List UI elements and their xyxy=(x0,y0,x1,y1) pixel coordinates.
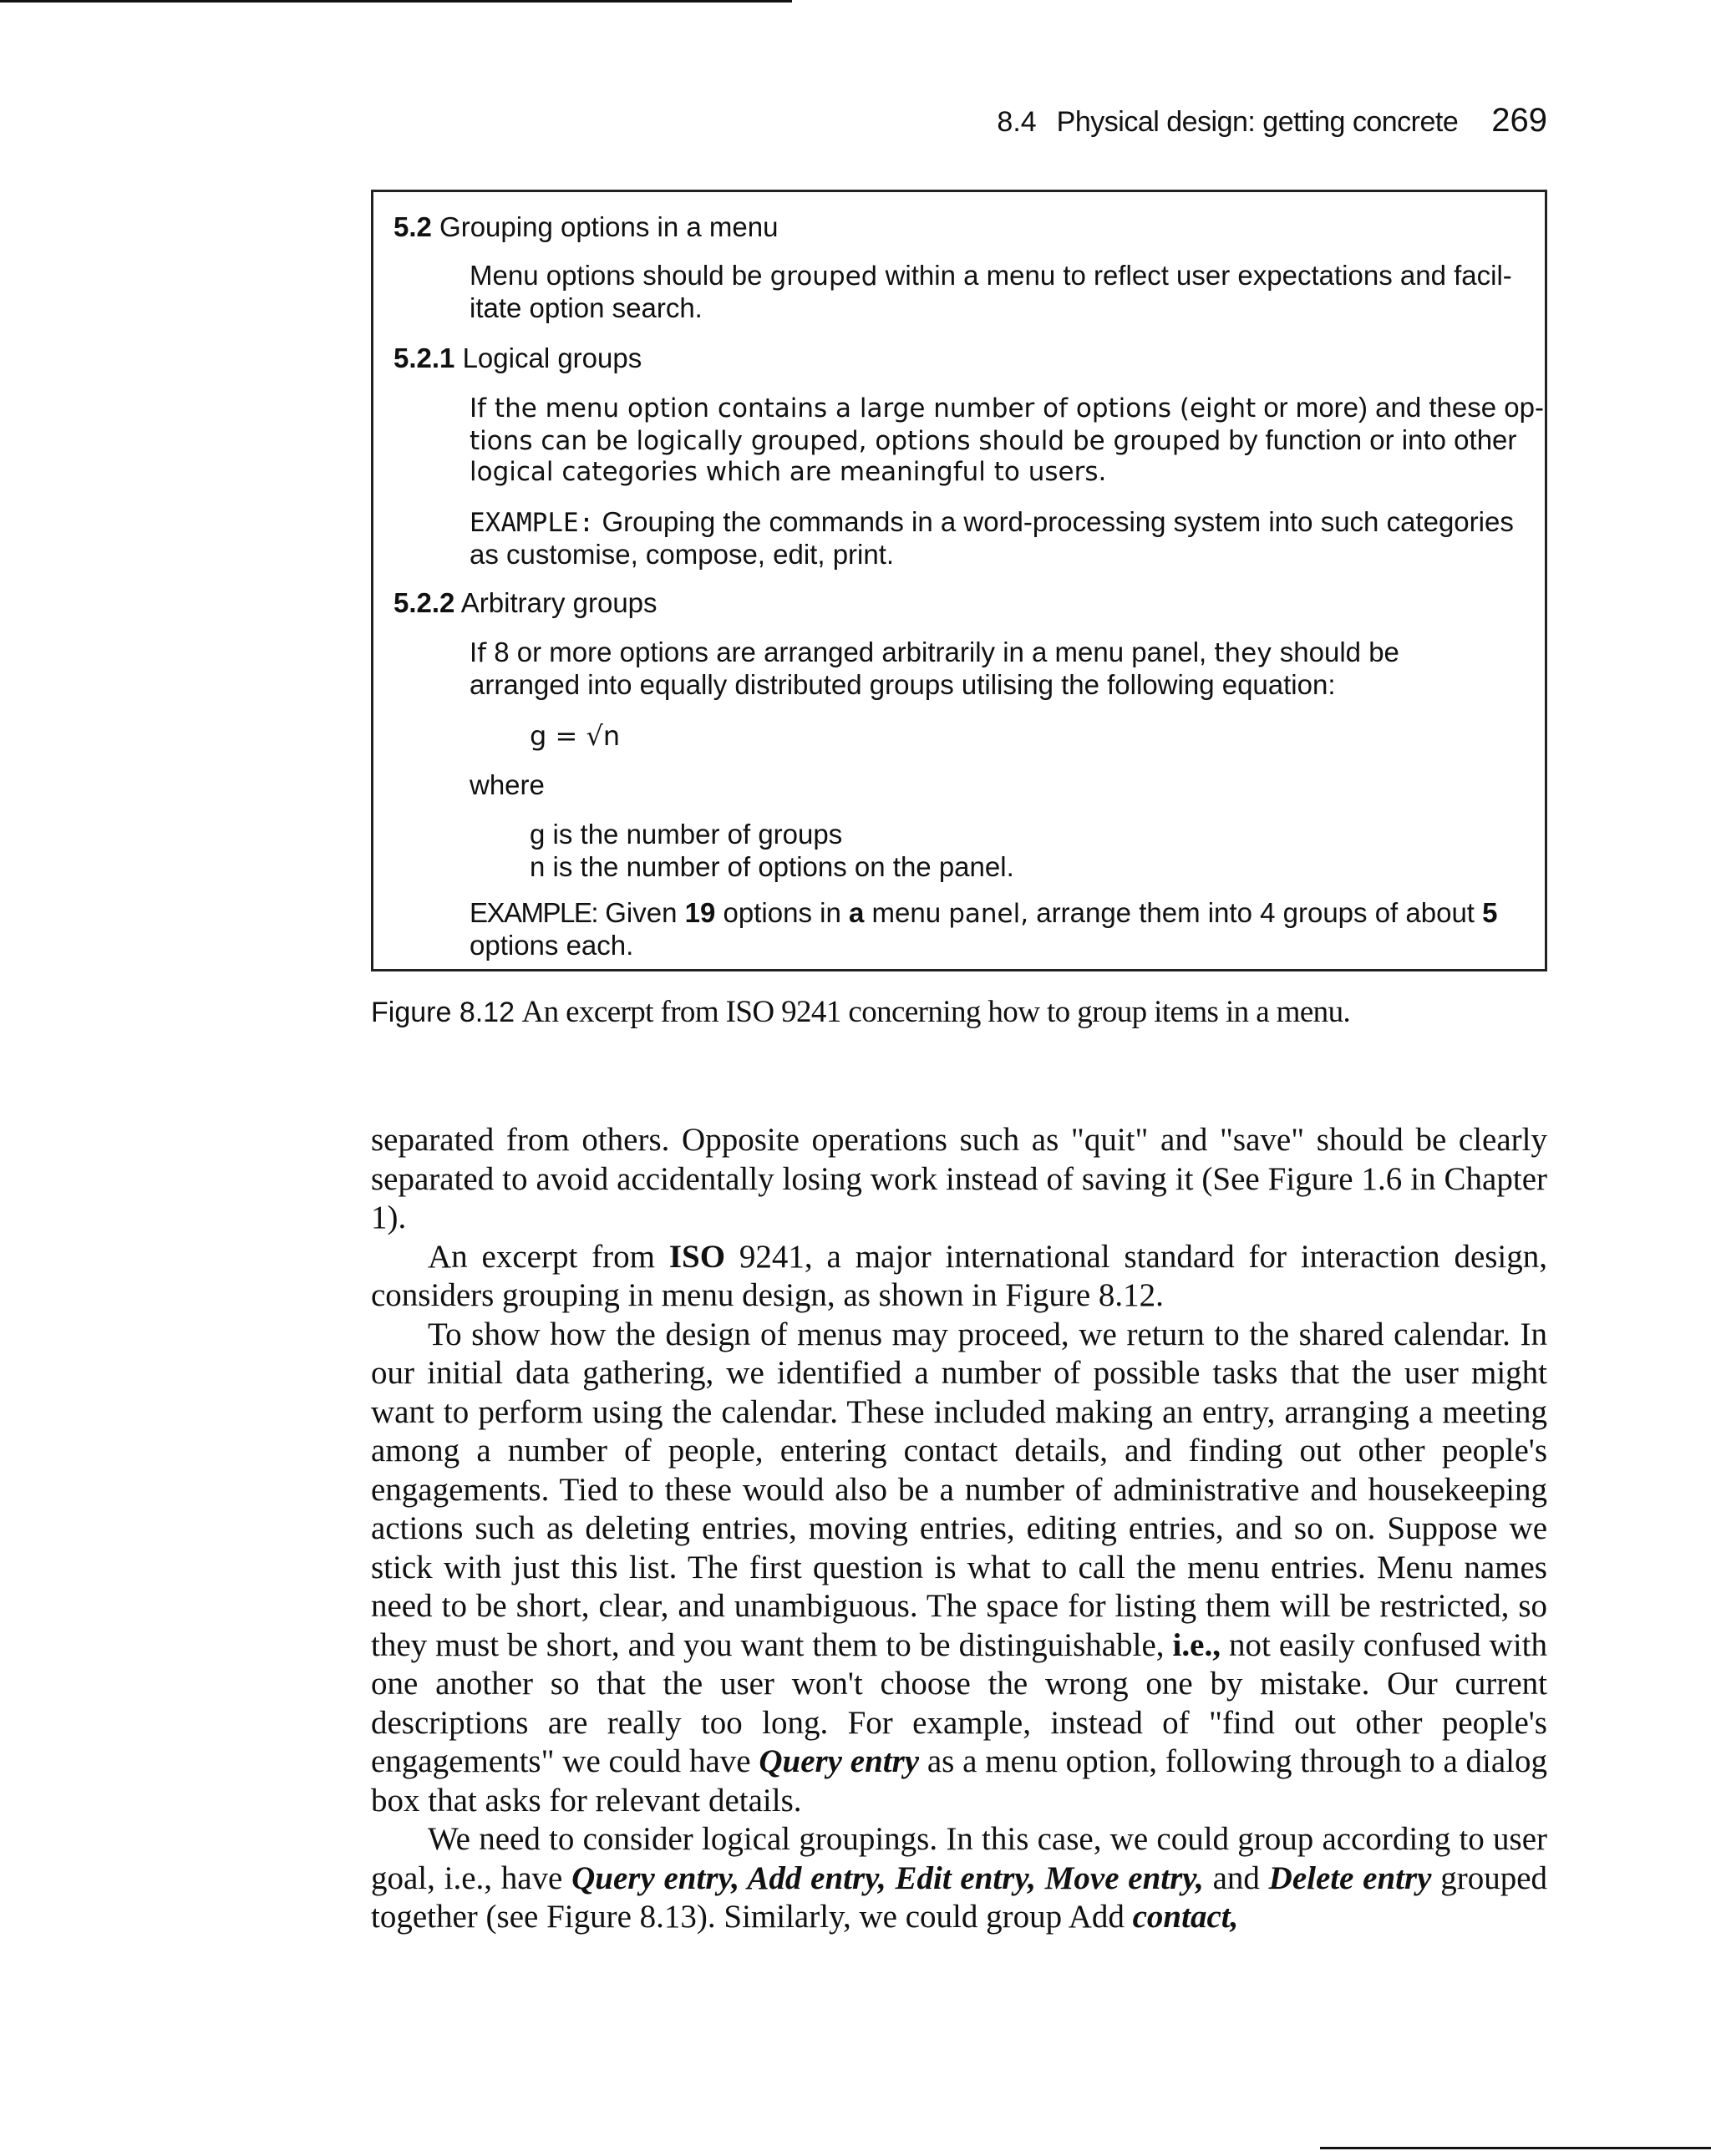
body-text xyxy=(371,1121,1547,1937)
s1-text-b: grouped xyxy=(769,261,878,292)
s2-heading xyxy=(393,342,642,374)
s1-text-line1 xyxy=(470,259,1512,293)
p4-contact: contact, xyxy=(1132,1899,1239,1935)
s2-line2 xyxy=(470,424,1516,458)
page-number: 269 xyxy=(1491,102,1547,139)
s3-l1a: If xyxy=(470,638,487,668)
def-n-var: n xyxy=(530,851,546,882)
s2-l2b: by function or into other xyxy=(1228,424,1517,455)
p3-a: To show how the design of menus may proceed, we return to the shared calendar. In our initial data gathering, we identified a number of possible tasks that the user might want to perform using the calendar. These included making an entry, arranging a meeting among a number of people, entering contact details, and finding out other people's engagements. Tied to these would also be a number of administrative and housekeeping actions such as deleting entries, moving entries, editing entries, and so on. Suppose we stick with just this list. The first question is what to call the menu entries. Menu names need to be short, clear, and unambiguous. The space for listing them will be restricted, so they must be short, and you want them to be distinguishable, xyxy=(371,1316,1547,1663)
s2-example-line1 xyxy=(470,505,1514,540)
top-rule xyxy=(0,0,792,3)
s3-l1b: 8 or more options are arranged arbitrarily in a menu panel, xyxy=(494,637,1207,667)
ex2-line2: options each. xyxy=(470,930,634,961)
def-g xyxy=(530,818,842,850)
s2-l2a: tions can be logically grouped, options should be grouped xyxy=(470,426,1221,456)
p2-a: An excerpt from xyxy=(428,1238,655,1275)
s3-l1c: they xyxy=(1214,638,1272,668)
s2-example-l1: Grouping the commands in a word-processing system into such categories xyxy=(602,506,1514,537)
s1-heading xyxy=(393,211,778,243)
s2-line3: logical categories which are meaningful to users. xyxy=(470,457,1107,487)
s2-example-line2: as customise, compose, edit, print. xyxy=(470,539,895,570)
ex2-h: 5 xyxy=(1482,897,1498,928)
s2-title: Logical groups xyxy=(462,342,642,373)
iso-excerpt-box xyxy=(371,190,1547,971)
ex2-b: 19 xyxy=(684,897,716,928)
ex2-line1 xyxy=(470,896,1498,931)
s1-title: Grouping options in a menu xyxy=(439,211,779,242)
ex2-d: a xyxy=(848,897,865,928)
p4-menu-entries: Query entry, Add entry, Edit entry, Move entry, xyxy=(571,1859,1204,1896)
p4-and: and xyxy=(1212,1859,1260,1896)
p3-query-entry: Query entry xyxy=(759,1743,920,1779)
bottom-rule xyxy=(1320,2147,1711,2149)
ex2-g: arrange them into 4 groups of about xyxy=(1036,897,1475,928)
section-title: Physical design: getting concrete xyxy=(1056,106,1459,138)
p4-delete-entry: Delete entry xyxy=(1268,1859,1432,1896)
s3-heading xyxy=(393,586,657,619)
def-n xyxy=(530,850,1014,883)
p4-a: We need to consider logical groupings. In this case, we could group according to user goal, i.e., have xyxy=(371,1821,1547,1896)
caption-text: An excerpt from ISO 9241 concerning how to group items in a menu. xyxy=(521,995,1351,1029)
ex2-c: options in xyxy=(723,897,841,928)
ex2-e: menu xyxy=(871,897,942,928)
s2-l1b: or more) and these op- xyxy=(1263,392,1544,423)
def-n-text: is the number of options on the panel. xyxy=(552,851,1014,882)
p4-b: grouped together (see Figure 8.13). Similarly, we could group Add xyxy=(371,1859,1548,1935)
caption-label: Figure 8.12 xyxy=(371,997,515,1028)
paragraph-2 xyxy=(371,1238,1547,1316)
ex2-a: Given xyxy=(605,897,678,928)
s3-num: 5.2.2 xyxy=(393,587,455,618)
paragraph-3 xyxy=(371,1316,1547,1821)
section-number: 8.4 xyxy=(997,106,1037,138)
s2-l1a: If the menu option contains a large number of options (eight xyxy=(470,393,1257,424)
s1-text-a: Menu options should be xyxy=(470,260,763,291)
s3-line1 xyxy=(470,636,1399,670)
paragraph-4 xyxy=(371,1820,1547,1937)
s1-num: 5.2 xyxy=(393,211,432,242)
def-g-text: is the number of groups xyxy=(552,819,843,850)
p3-ie: i.e., xyxy=(1172,1626,1221,1663)
paragraph-1: separated from others. Opposite operations such as "quit" and "save" should be clearly separated to avoid accidentally losing work instead of saving it (See Figure 1.6 in Chapter 1). xyxy=(371,1122,1547,1235)
ex2-f: panel, xyxy=(948,899,1029,929)
p2-iso: ISO xyxy=(668,1238,726,1275)
where-label: where xyxy=(470,769,545,800)
figure-caption xyxy=(371,994,1350,1030)
s1-text-c: within a menu to reflect user expectations and facil- xyxy=(885,260,1512,291)
s2-line1 xyxy=(470,391,1544,425)
def-g-var: g xyxy=(530,819,546,850)
s3-l1d: should be xyxy=(1279,637,1399,667)
ex2-label: EXAMPLE: xyxy=(470,897,598,928)
running-header xyxy=(997,102,1547,140)
s1-text-line2: itate option search. xyxy=(470,292,703,323)
p3-b: not easily confused with one another so that the user won't choose the wrong one by mistake. Our current descriptions are really too long. For example, instead of "find out other people's engagements" we could have xyxy=(371,1626,1547,1779)
s3-title: Arbitrary groups xyxy=(460,587,657,618)
s2-example-label: EXAMPLE: xyxy=(470,508,595,538)
equation: g = √n xyxy=(530,720,621,752)
p2-b: 9241, a major international standard for interaction design, considers grouping in menu design, as shown in Figure 8.12. xyxy=(371,1238,1548,1313)
s3-line2: arranged into equally distributed groups utilising the following equation: xyxy=(470,669,1336,700)
s2-num: 5.2.1 xyxy=(393,342,455,373)
p3-c: as a menu option, following through to a dialog box that asks for relevant details. xyxy=(371,1743,1548,1819)
